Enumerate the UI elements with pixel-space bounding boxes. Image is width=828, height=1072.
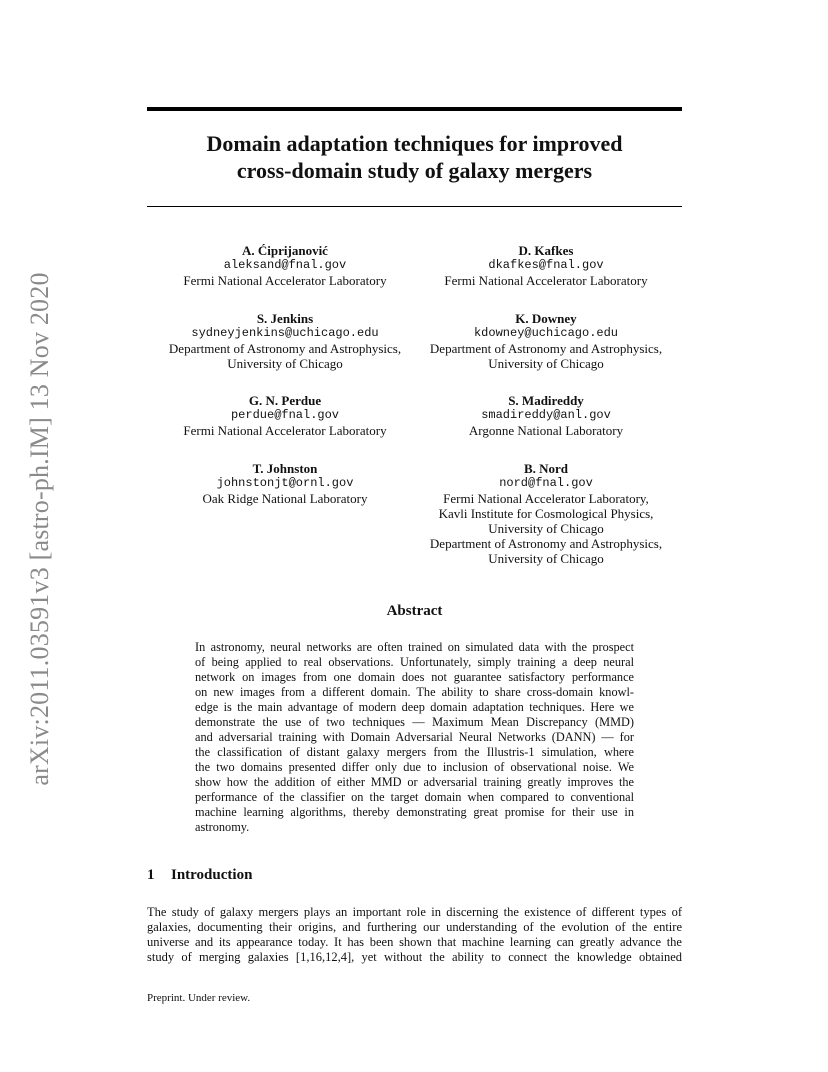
arxiv-identifier: arXiv:2011.03591v3 [astro-ph.IM] 13 Nov 2020 <box>25 272 54 786</box>
preprint-footer: Preprint. Under review. <box>147 992 251 1004</box>
paper-title <box>147 130 682 184</box>
author-email[interactable]: aleksand@fnal.gov <box>223 258 347 272</box>
author-name: K. Downey <box>515 311 577 326</box>
author-affiliation: University of Chicago <box>488 551 604 566</box>
author-name: D. Kafkes <box>518 243 574 258</box>
text-line: machine learning algorithms, thereby demonstrating great promise for their use in <box>195 805 634 819</box>
section-title: Introduction <box>171 867 253 883</box>
title-line-2: cross-domain study of galaxy mergers <box>236 158 593 183</box>
author-email[interactable]: nord@fnal.gov <box>499 476 593 490</box>
text-line: edge is the main advantage of modern deep domain adaptation techniques. Here we <box>195 700 634 714</box>
author-name: S. Jenkins <box>256 311 314 326</box>
author-affiliation: Oak Ridge National Laboratory <box>202 491 368 506</box>
text-line: The study of galaxy mergers plays an important role in discerning the existence of different types of <box>147 905 682 919</box>
author-name: G. N. Perdue <box>248 393 322 408</box>
author-name: T. Johnston <box>252 461 318 476</box>
arxiv-sidebar-stamp <box>16 256 64 802</box>
author-affiliation: University of Chicago <box>488 521 604 536</box>
text-line: In astronomy, neural networks are often trained on simulated data with the prospect <box>195 640 634 654</box>
title-bottom-rule <box>147 206 682 207</box>
author-affiliation: Fermi National Accelerator Laboratory <box>183 273 387 288</box>
author-entry <box>145 461 425 506</box>
abstract-heading: Abstract <box>386 603 443 619</box>
author-entry <box>406 461 686 566</box>
text-line: the two domains presented differ only due to inclusion of observational noise. We <box>195 760 634 774</box>
author-entry <box>406 311 686 371</box>
author-entry <box>406 243 686 288</box>
author-affiliation: Department of Astronomy and Astrophysics, <box>429 536 663 551</box>
author-affiliation: Fermi National Accelerator Laboratory, <box>443 491 649 506</box>
text-line: galaxies, documenting their origins, and furthering our understanding of the evolution of the entire <box>147 920 682 934</box>
author-affiliation: Kavli Institute for Cosmological Physics, <box>438 506 654 521</box>
author-entry <box>145 243 425 288</box>
author-affiliation: Argonne National Laboratory <box>468 423 624 438</box>
author-name: S. Madireddy <box>508 393 584 408</box>
section-heading-introduction <box>147 867 252 884</box>
author-email[interactable]: smadireddy@anl.gov <box>481 408 611 422</box>
text-line: performance of the classifier on the target domain when compared to conventional <box>195 790 634 804</box>
author-email[interactable]: johnstonjt@ornl.gov <box>216 476 354 490</box>
text-line: network on images from one domain does not guarantee satisfactory performance <box>195 670 634 684</box>
text-line: show how the addition of either MMD or adversarial training greatly improves the <box>195 775 634 789</box>
author-email[interactable]: kdowney@uchicago.edu <box>473 326 619 340</box>
author-email[interactable]: sydneyjenkins@uchicago.edu <box>191 326 379 340</box>
author-affiliation: University of Chicago <box>488 356 604 371</box>
author-entry <box>145 393 425 438</box>
text-line: of being applied to real observations. Unfortunately, simply training a deep neural <box>195 655 634 669</box>
introduction-body <box>147 905 682 965</box>
section-number: 1 <box>147 867 155 883</box>
text-line: on new images from a different domain. The ability to share cross-domain knowl- <box>195 685 634 699</box>
text-line: demonstrate the use of two techniques — Maximum Mean Discrepancy (MMD) <box>195 715 634 729</box>
author-affiliation: Fermi National Accelerator Laboratory <box>183 423 387 438</box>
author-affiliation: University of Chicago <box>227 356 343 371</box>
author-name: A. Ćiprijanović <box>242 243 328 258</box>
text-line: astronomy. <box>195 820 250 834</box>
text-line: universe and its appearance today. It has been shown that machine learning can greatly advance the <box>147 935 682 949</box>
author-affiliation: Department of Astronomy and Astrophysics, <box>168 341 402 356</box>
author-affiliation: Department of Astronomy and Astrophysics, <box>429 341 663 356</box>
text-line: and adversarial training with Domain Adversarial Neural Networks (DANN) — for <box>195 730 634 744</box>
author-name: B. Nord <box>523 461 569 476</box>
text-line: the classification of distant galaxy mergers from the Illustris-1 simulation, where <box>195 745 634 759</box>
text-line: study of merging galaxies [1,16,12,4], yet without the ability to connect the knowledge obtained <box>147 950 682 964</box>
author-email[interactable]: perdue@fnal.gov <box>230 408 340 422</box>
author-entry <box>145 311 425 371</box>
author-affiliation: Fermi National Accelerator Laboratory <box>444 273 648 288</box>
title-top-rule <box>147 107 682 111</box>
author-entry <box>406 393 686 438</box>
author-email[interactable]: dkafkes@fnal.gov <box>488 258 604 272</box>
abstract-body <box>195 640 634 835</box>
title-line-1: Domain adaptation techniques for improved <box>206 131 623 156</box>
